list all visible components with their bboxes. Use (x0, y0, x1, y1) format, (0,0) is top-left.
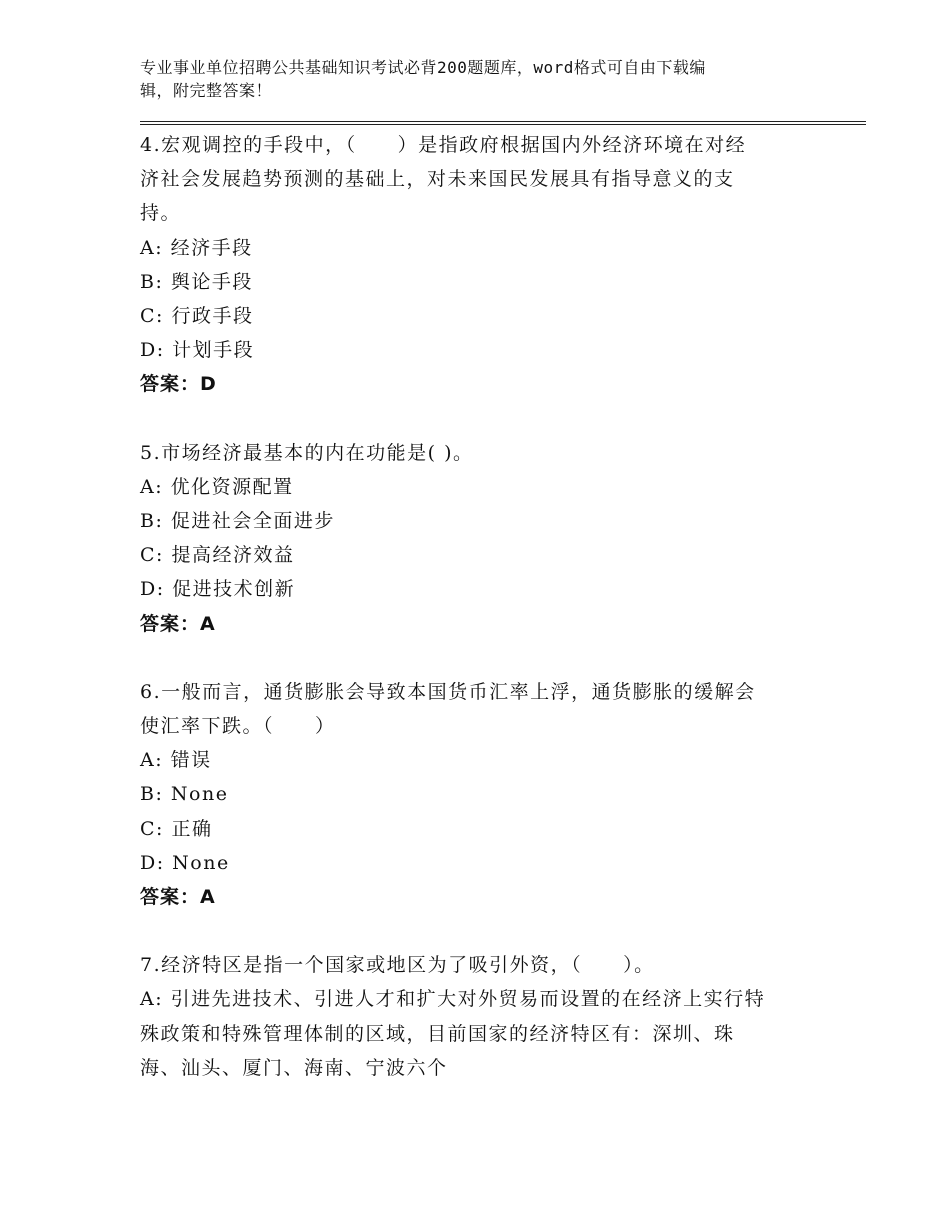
option-b: B: 促进社会全面进步 (140, 510, 335, 533)
question-spacer (140, 914, 820, 948)
page-header (140, 56, 790, 102)
option-a: A: 经济手段 (140, 236, 253, 259)
question-stem-line: 5.市场经济最基本的内在功能是( )。 (140, 441, 474, 464)
question-5 (140, 436, 820, 641)
option-d: D: 计划手段 (140, 339, 255, 362)
option-b: B: None (140, 783, 229, 806)
question-7 (140, 948, 820, 1085)
answer-label: 答案：D (140, 373, 217, 396)
answer-label: 答案：A (140, 612, 216, 635)
header-line-1: 专业事业单位招聘公共基础知识考试必背200题题库，word格式可自由下载编 (140, 58, 706, 77)
question-stem-line: 7.经济特区是指一个国家或地区为了吸引外资，（ ）。 (140, 954, 655, 977)
question-stem-line: 4.宏观调控的手段中，（ ）是指政府根据国内外经济环境在对经 (140, 134, 747, 156)
option-a: A: 错误 (140, 749, 212, 772)
question-4 (140, 128, 820, 402)
option-a-line: A: 引进先进技术、引进人才和扩大对外贸易而设置的在经济上实行特 (140, 988, 766, 1011)
header-divider (140, 121, 866, 125)
question-spacer (140, 641, 820, 675)
option-c: C: 正确 (140, 817, 213, 840)
question-stem-line: 济社会发展趋势预测的基础上，对未来国民发展具有指导意义的支 (140, 168, 735, 191)
option-d: D: 促进技术创新 (140, 578, 296, 601)
option-b: B: 舆论手段 (140, 270, 253, 293)
question-stem-line: 6.一般而言，通货膨胀会导致本国货币汇率上浮，通货膨胀的缓解会 (140, 680, 756, 703)
question-stem-line: 持。 (140, 202, 182, 225)
option-c: C: 提高经济效益 (140, 544, 295, 567)
option-a-line: 殊政策和特殊管理体制的区域，目前国家的经济特区有：深圳、珠 (140, 1022, 735, 1045)
option-d: D: None (140, 851, 230, 874)
option-c: C: 行政手段 (140, 305, 254, 328)
option-a: A: 优化资源配置 (140, 475, 294, 498)
question-stem-line: 使汇率下跌。（ ） (140, 715, 336, 738)
question-6 (140, 675, 820, 914)
option-a-line: 海、汕头、厦门、海南、宁波六个 (140, 1056, 448, 1079)
header-line-2: 辑，附完整答案！ (140, 81, 273, 100)
answer-label: 答案：A (140, 886, 216, 909)
question-list (140, 128, 820, 1085)
question-spacer (140, 402, 820, 436)
